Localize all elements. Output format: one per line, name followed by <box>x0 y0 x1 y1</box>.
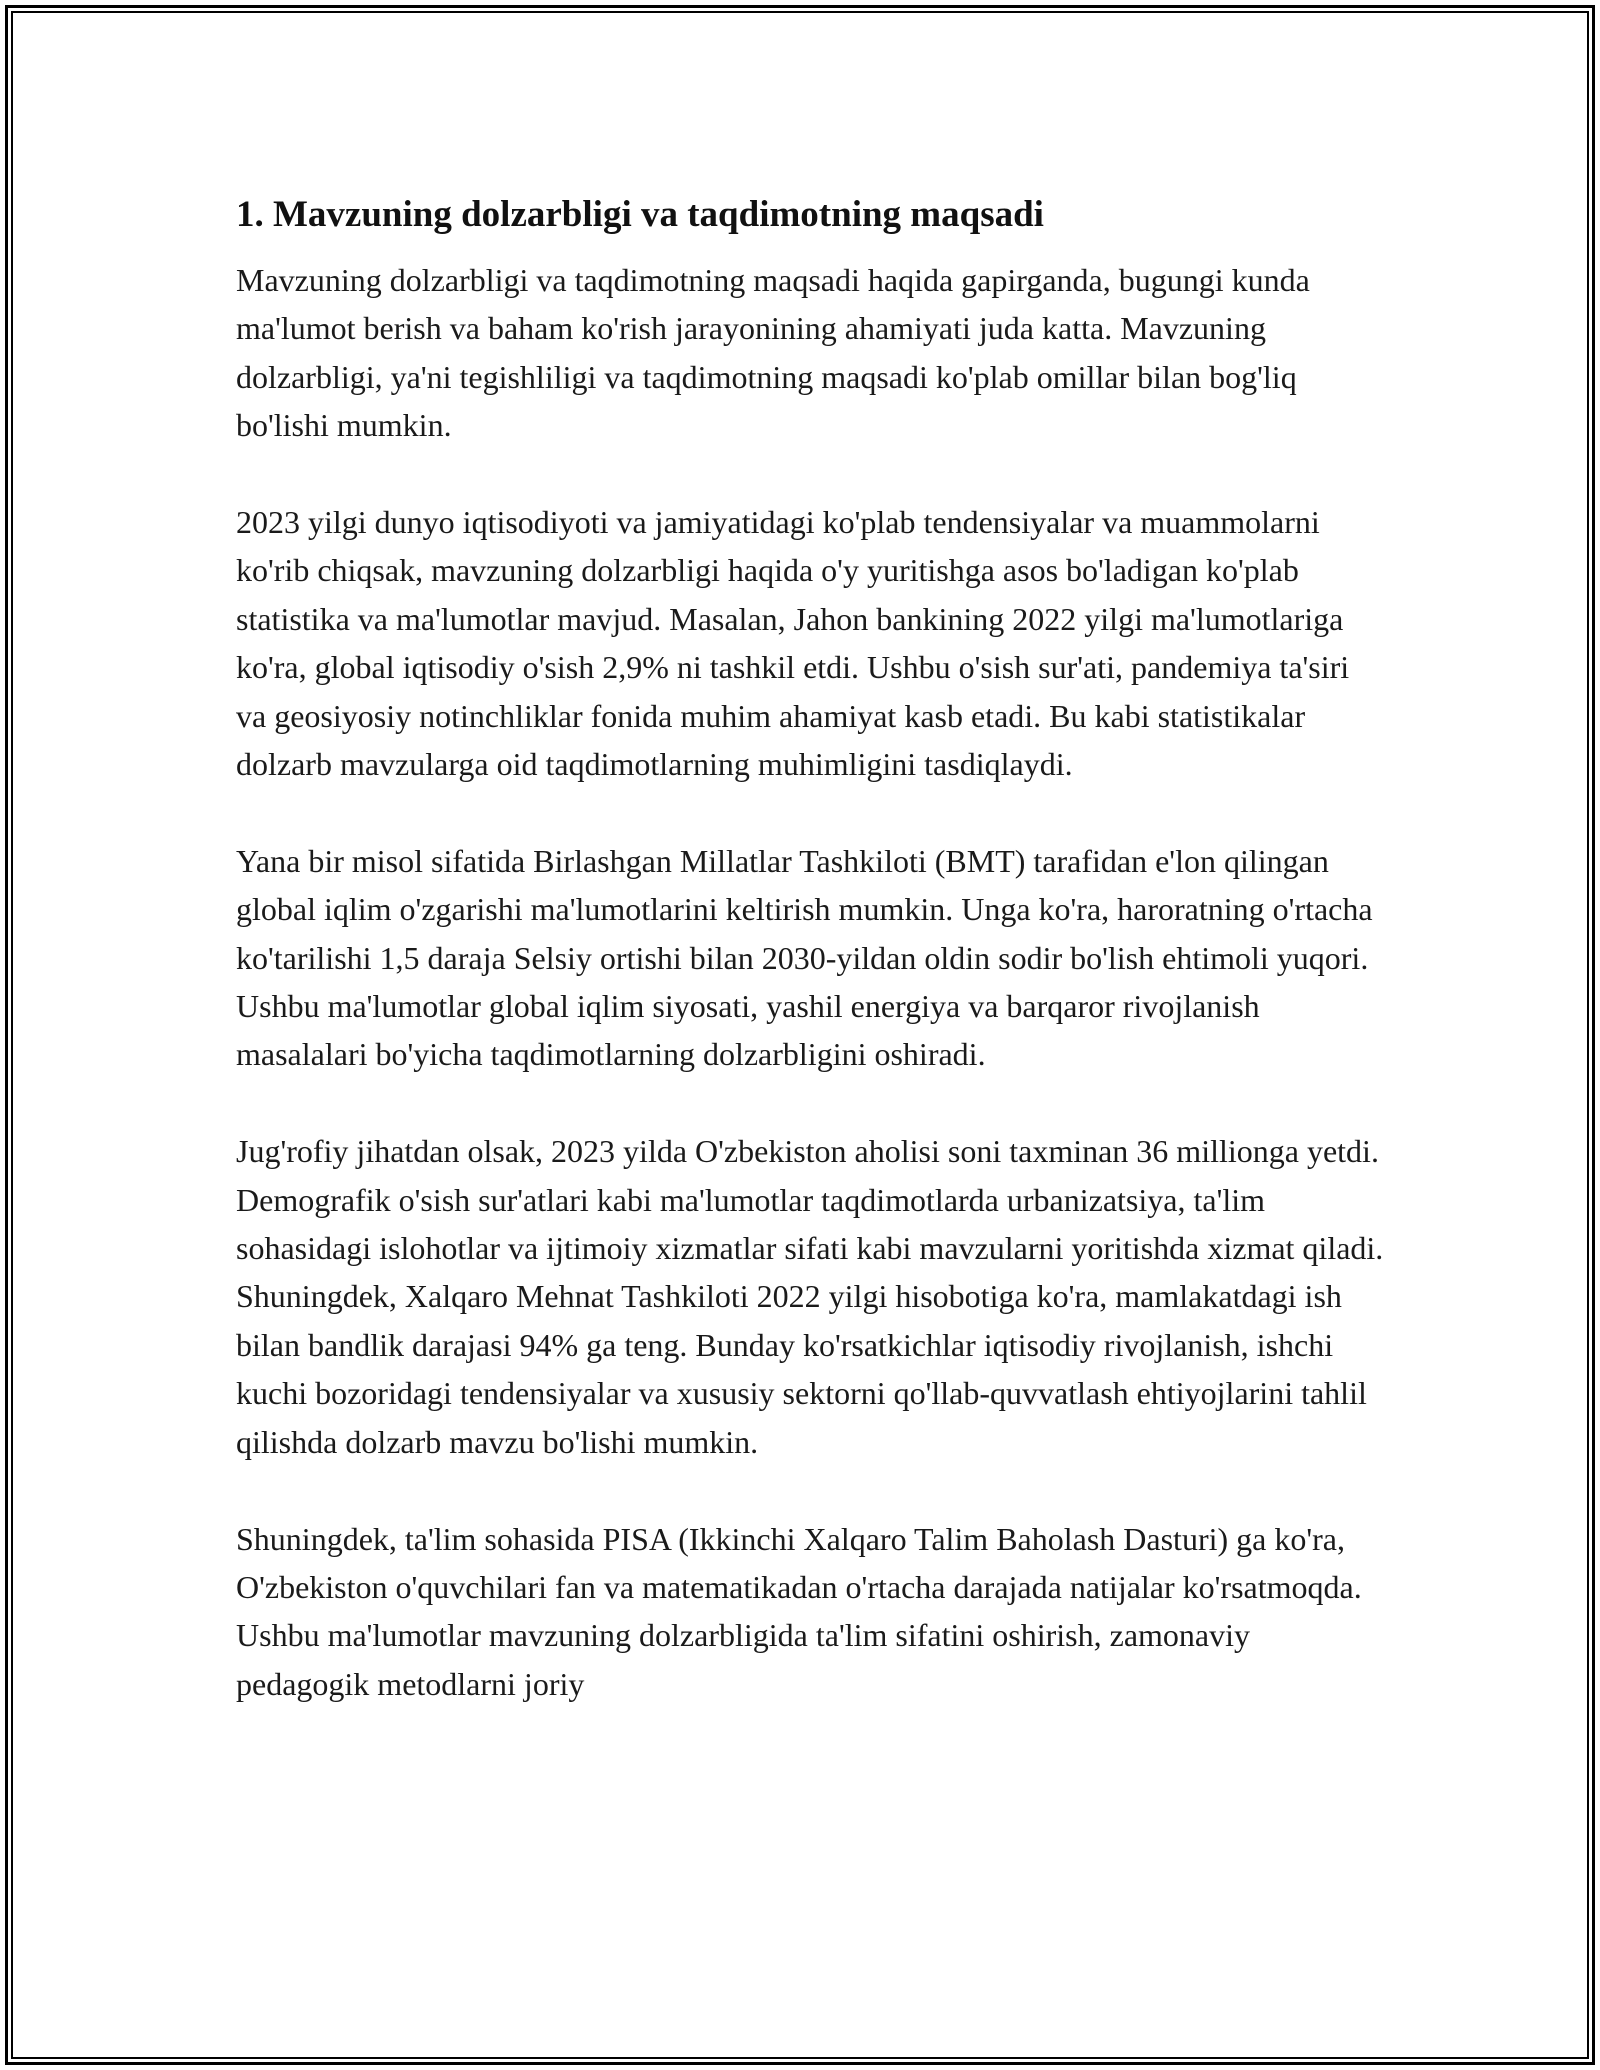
section-heading: 1. Mavzuning dolzarbligi va taqdimotning maqsadi <box>236 194 1044 235</box>
paragraph-2: 2023 yilgi dunyo iqtisodiyoti va jamiyatidagi ko'plab tendensiyalar va muammolarni ko'rib chiqsak, mavzuning dolzarbligi haqida o'y yuritishga asos bo'ladigan ko'plab statistika va ma'lumotlar mavjud. Masalan, Jahon bankining 2022 yilgi ma'lumotlariga ko'ra, global iqtisodiy o'sish 2,9% ni tashkil etdi. Ushbu o'sish sur'ati, pandemiya ta'siri va geosiyosiy notinchliklar fonida muhim ahamiyat kasb etadi. Bu kabi statistikalar dolzarb mavzularga oid taqdimotlarning muhimligini tasdiqlaydi. <box>236 504 1350 783</box>
paragraph-1: Mavzuning dolzarbligi va taqdimotning maqsadi haqida gapirganda, bugungi kunda ma'lumot berish va baham ko'rish jarayonining ahamiyati juda katta. Mavzuning dolzarbligi, ya'ni tegishliligi va taqdimotning maqsadi ko'plab omillar bilan bog'liq bo'lishi mumkin. <box>236 262 1310 444</box>
paragraph-3: Yana bir misol sifatida Birlashgan Millatlar Tashkiloti (BMT) tarafidan e'lon qilingan global iqlim o'zgarishi ma'lumotlarini keltirish mumkin. Unga ko'ra, haroratning o'rtacha ko'tarilishi 1,5 daraja Selsiy ortishi bilan 2030-yildan oldin sodir bo'lish ehtimoli yuqori. Ushbu ma'lumotlar global iqlim siyosati, yashil energiya va barqaror rivojlanish masalalari bo'yicha taqdimotlarning dolzarbligini oshiradi. <box>236 842 1373 1073</box>
paragraph-4: Jug'rofiy jihatdan olsak, 2023 yilda O'zbekiston aholisi soni taxminan 36 millionga yetdi. Demografik o'sish sur'atlari kabi ma'lumotlar taqdimotlarda urbanizatsiya, ta'lim sohasidagi islohotlar va ijtimoiy xizmatlar sifati kabi mavzularni yoritishda xizmat qiladi. Shuningdek, Xalqaro Mehnat Tashkiloti 2022 yilgi hisobotiga ko'ra, mamlakatdagi ish bilan bandlik darajasi 94% ga teng. Bunday ko'rsatkichlar iqtisodiy rivojlanish, ishchi kuchi bozoridagi tendensiyalar va xususiy sektorni qo'llab-quvvatlash ehtiyojlarini tahlil qilishda dolzarb mavzu bo'lishi mumkin. <box>236 1133 1384 1460</box>
document-body <box>236 186 1386 1757</box>
paragraph-5: Shuningdek, ta'lim sohasida PISA (Ikkinchi Xalqaro Talim Baholash Dasturi) ga ko'ra, O'zbekiston o'quvchilari fan va matematikadan o'rtacha darajada natijalar ko'rsatmoqda. Ushbu ma'lumotlar mavzuning dolzarbligida ta'lim sifatini oshirish, zamonaviy pedagogik metodlarni joriy <box>236 1520 1362 1702</box>
